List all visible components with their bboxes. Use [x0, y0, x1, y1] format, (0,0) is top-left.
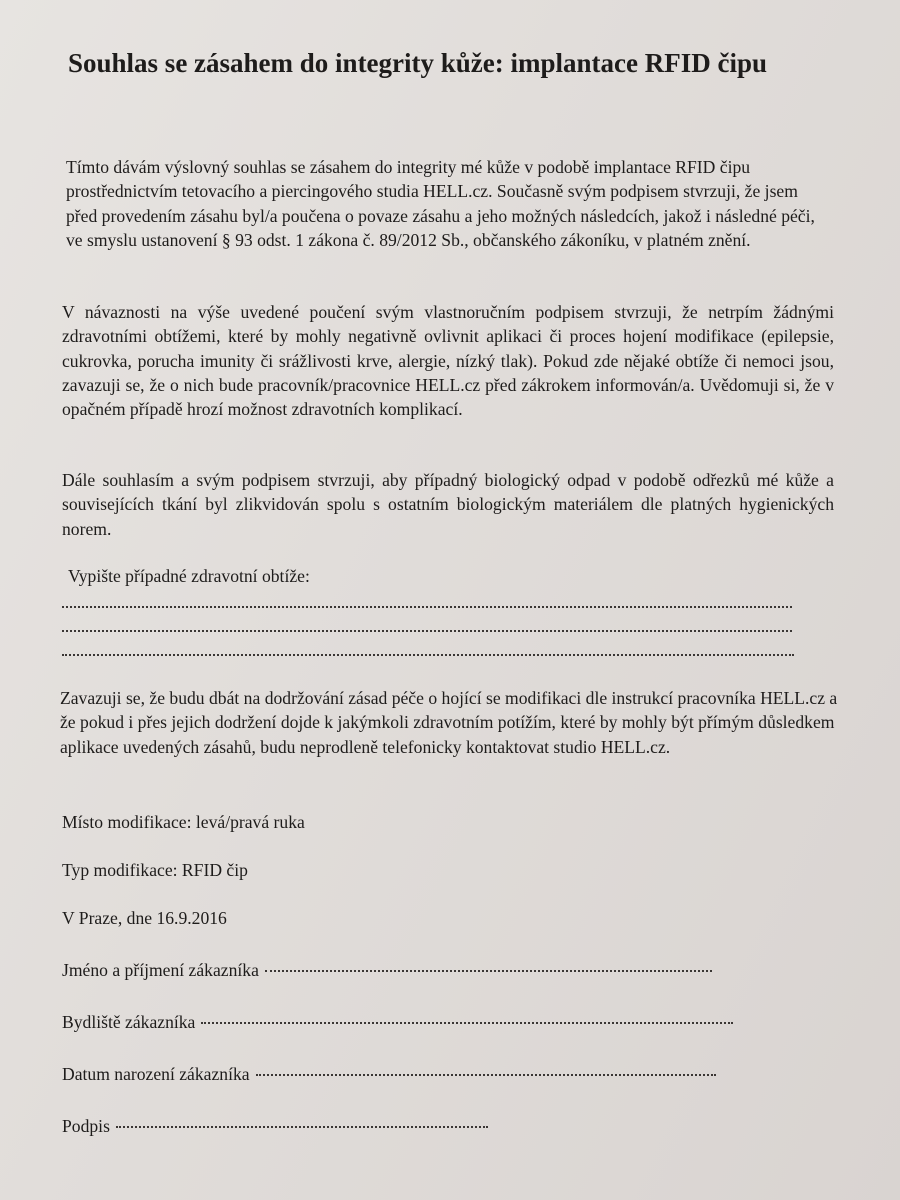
signature-label: Podpis [62, 1116, 110, 1136]
customer-name-label: Jméno a příjmení zákazníka [62, 960, 259, 980]
signature-field [62, 1116, 488, 1137]
customer-address-field [62, 1012, 733, 1033]
document-title: Souhlas se zásahem do integrity kůže: implantace RFID čipu [68, 48, 768, 78]
customer-birthdate-label: Datum narození zákazníka [62, 1064, 250, 1084]
health-issues-label: Vypište případné zdravotní obtíže: [68, 566, 310, 586]
place-date: V Praze, dne 16.9.2016 [62, 908, 227, 928]
modification-location: Místo modifikace: levá/pravá ruka [62, 812, 305, 832]
aftercare-paragraph: Zavazuji se, že budu dbát na dodržování zásad péče o hojící se modifikaci dle instrukcí pracovníka HELL.cz a že pokud i přes jejich dodržení dojde k jakýmkoli zdravotním potížím, které by mohly být přímým důsledkem aplikace uvedených zásahů, budu neprodleně telefonicky kontaktovat studio HELL.cz. [60, 688, 838, 757]
customer-address-label: Bydliště zákazníka [62, 1012, 196, 1032]
customer-name-field [62, 960, 712, 981]
customer-birthdate-line [256, 1074, 716, 1076]
signature-line [116, 1126, 488, 1128]
biological-waste-paragraph: Dále souhlasím a svým podpisem stvrzuji, aby případný biologický odpad v podobě odřezků mé kůže a souvisejících tkání byl zlikvidován spolu s ostatním biologickým materiálem dle platných hygienických norem. [62, 470, 834, 539]
consent-paragraph: Tímto dávám výslovný souhlas se zásahem do integrity mé kůže v podobě implantace RFID čipu prostřednictvím tetovacího a piercingového studia HELL.cz. Současně svým podpisem stvrzuji, že jsem před provedením zásahu byl/a poučena o povaze zásahu a jeho možných následcích, jakož i následné péči, ve smyslu ustanovení § 93 odst. 1 zákona č. 89/2012 Sb., občanského zákoníku, v platném znění. [66, 157, 815, 250]
customer-birthdate-field [62, 1064, 716, 1085]
modification-type: Typ modifikace: RFID čip [62, 860, 248, 880]
health-issues-line [62, 654, 794, 656]
customer-address-line [201, 1022, 733, 1024]
health-issues-line [62, 630, 792, 632]
health-issues-line [62, 606, 792, 608]
customer-name-line [265, 970, 712, 972]
health-declaration-paragraph: V návaznosti na výše uvedené poučení svým vlastnoručním podpisem stvrzuji, že netrpím žádnými zdravotními obtížemi, které by mohly negativně ovlivnit aplikaci či proces hojení modifikace (epilepsie, cukrovka, porucha imunity či srážlivosti krve, alergie, nízký tlak). Pokud zde nějaké obtíže či nemoci jsou, zavazuji se, že o nich bude pracovník/pracovnice HELL.cz před zákrokem informován/a. Uvědomuji si, že v opačném případě hrozí možnost zdravotních komplikací. [62, 302, 834, 420]
